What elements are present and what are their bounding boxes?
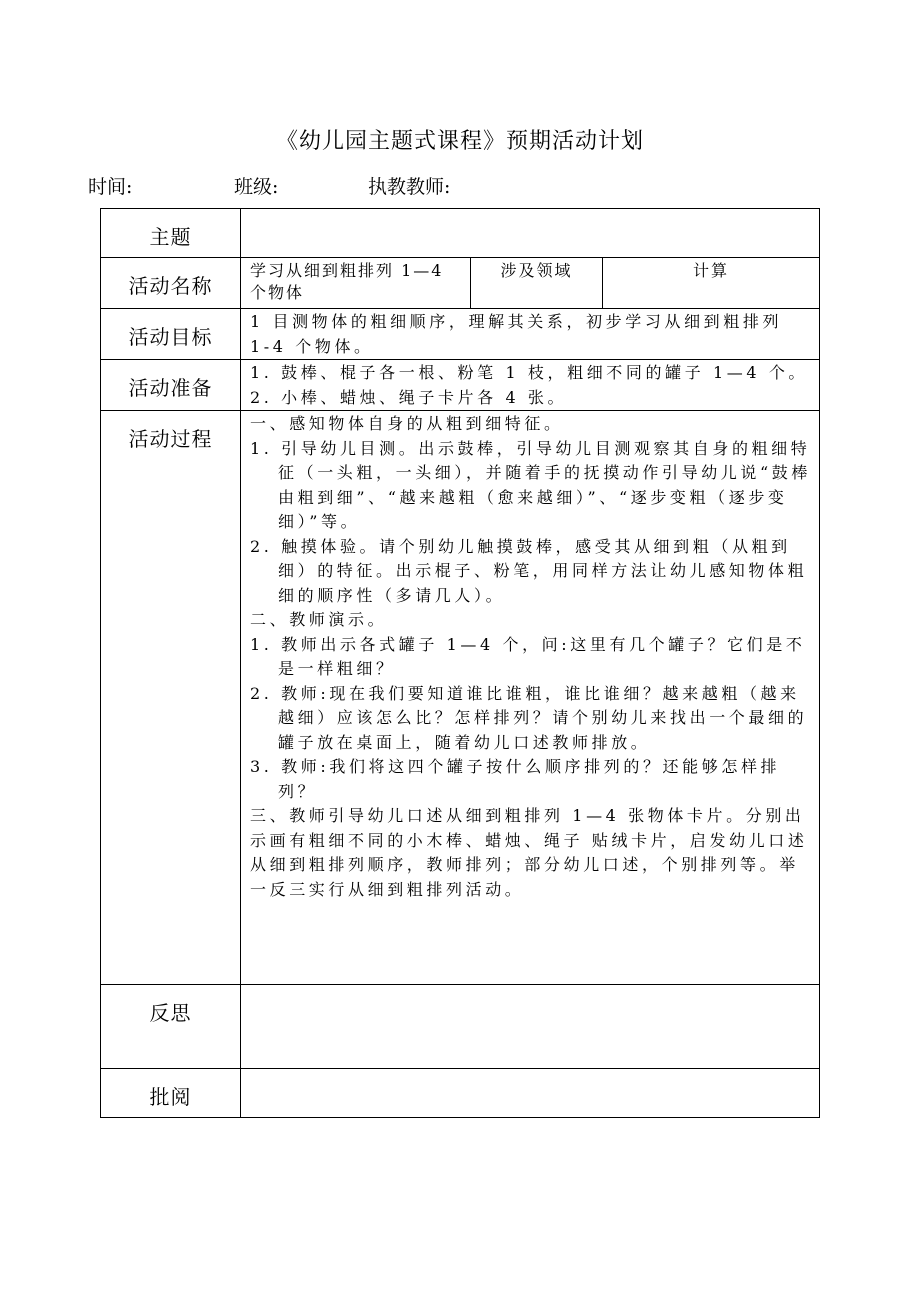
process-line: 2. 触摸体验。请个别幼儿触摸鼓棒，感受其从细到粗（从粗到细）的特征。出示棍子、粉笔，用同样方法让幼儿感知物体粗细的顺序性（多请几人）。 <box>250 536 808 605</box>
goal-value: 1 目测物体的粗细顺序，理解其关系，初步学习从细到粗排列 1-4 个物体。 <box>241 309 820 360</box>
review-label: 批阅 <box>101 1069 241 1118</box>
theme-value <box>241 209 820 258</box>
prep-item: 1. 鼓棒、棍子各一根、粉笔 1 枝，粗细不同的罐子 1—4 个。 <box>250 363 809 382</box>
field-value: 计算 <box>603 258 820 308</box>
process-line: 一、感知物体自身的从粗到细特征。 <box>250 414 564 433</box>
process-line: 2. 教师:现在我们要知道谁比谁粗，谁比谁细？越来越粗（越来越细）应该怎么比？怎样排列？请个别幼儿来找出一个最细的罐子放在桌面上，随着幼儿口述教师排放。 <box>250 683 808 752</box>
time-label: 时间: <box>88 176 133 198</box>
reflect-value <box>241 985 820 1069</box>
class-label: 班级: <box>234 176 279 198</box>
theme-label: 主题 <box>101 209 241 258</box>
process-line: 3. 教师:我们将这四个罐子按什么顺序排列的？还能够怎样排列？ <box>250 757 781 801</box>
name-label: 活动名称 <box>101 258 241 309</box>
plan-table <box>100 208 820 1118</box>
reflect-label: 反思 <box>101 985 241 1069</box>
process-content <box>241 411 820 985</box>
prep-item: 2. 小棒、蜡烛、绳子卡片各 4 张。 <box>250 387 568 407</box>
prep-label: 活动准备 <box>101 360 241 411</box>
teacher-label: 执教教师: <box>368 176 451 198</box>
process-line: 1. 引导幼儿目测。出示鼓棒，引导幼儿目测观察其自身的粗细特征（一头粗，一头细），并随着手的抚摸动作引导幼儿说“鼓棒由粗到细”、“越来越粗（愈来越细）”、“逐步变粗（逐步变细）”等。 <box>250 438 811 531</box>
process-line: 二、教师演示。 <box>250 610 388 629</box>
review-value <box>241 1069 820 1118</box>
process-line: 三、教师引导幼儿口述从细到粗排列 1—4 张物体卡片。分别出示画有粗细不同的小木棒、蜡烛、绳子 贴绒卡片，启发幼儿口述从细到粗排列顺序，教师排列；部分幼儿口述，个别排列等。举一反三实行从细到粗排列活动。 <box>250 806 808 899</box>
process-label: 活动过程 <box>101 411 241 985</box>
name-value: 学习从细到粗排列 1—4 个物体 <box>250 261 444 302</box>
field-label: 涉及领域 <box>471 258 603 308</box>
page-title: 《幼儿园主题式课程》预期活动计划 <box>275 129 644 154</box>
process-line: 1. 教师出示各式罐子 1—4 个，问:这里有几个罐子？它们是不是一样粗细？ <box>250 634 806 678</box>
goal-label: 活动目标 <box>101 309 241 360</box>
